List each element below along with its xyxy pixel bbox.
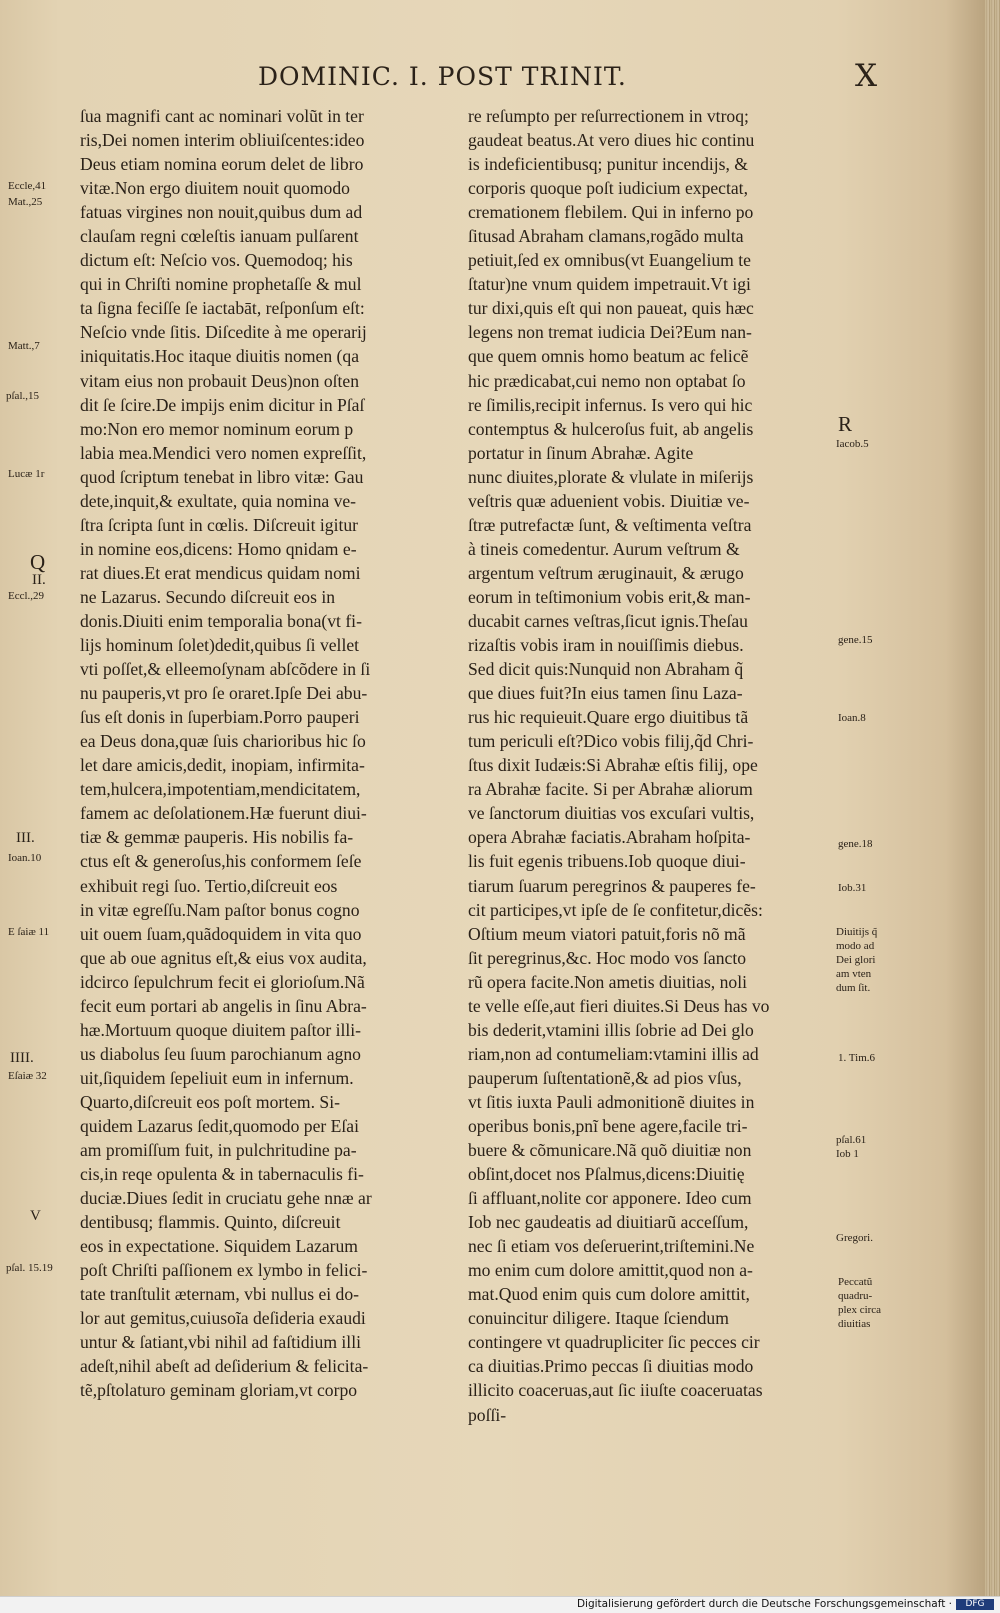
text-line: clauſam regni cœleſtis ianuam pulſarent — [80, 226, 359, 247]
text-line: cit participes,vt ipſe de ſe confitetur,dicẽs: — [468, 899, 763, 920]
text-line: mo enim cum dolore amittit,quod non a- — [468, 1260, 753, 1281]
text-line: eos in expectatione. Siquidem Lazarum — [80, 1236, 358, 1257]
text-line: mat.Quod enim quis cum dolore amittit, — [468, 1284, 750, 1305]
text-line: fecit eum portari ab angelis in ſinu Abra- — [80, 995, 367, 1016]
text-line: qui in Chriſti nomine prophetaſſe & mul — [80, 274, 362, 295]
text-line: Iob nec gaudeatis ad diuitiarũ acceſſum, — [468, 1212, 749, 1233]
margin-note: Diuitijs q̃ — [836, 926, 878, 938]
margin-note: Eſaiæ 32 — [8, 1070, 47, 1082]
footer-credit: Digitalisierung gefördert durch die Deutsche Forschungsgemeinschaft · — [576, 1598, 952, 1610]
text-line: quidem Lazarus ſedit,quomodo per Eſai — [80, 1115, 359, 1136]
margin-note: Ioan.8 — [838, 712, 866, 724]
text-line: uit,ſiquidem ſepeliuit eum in infernum. — [80, 1067, 354, 1088]
text-line: nu pauperis,vt pro ſe oraret.Ipſe Dei abu- — [80, 683, 368, 704]
text-line: petiuit,ſed ex omnibus(vt Euangelium te — [468, 250, 751, 271]
text-line: ſi affluant,nolite cor apponere. Ideo cum — [468, 1188, 752, 1209]
text-line: cremationem flebilem. Qui in inferno po — [468, 202, 754, 223]
text-line: vt ſitis iuxta Pauli admonitionẽ diuites in — [468, 1091, 755, 1112]
text-line: iniquitatis.Hoc itaque diuitis nomen (qa — [80, 346, 360, 367]
text-line: dictum eſt: Neſcio vos. Quemodoq; his — [80, 250, 353, 271]
margin-note: Dei glori — [836, 954, 876, 966]
text-line: idcirco ſepulchrum fecit ei glorioſum.Nã — [80, 971, 365, 992]
margin-note: gene.18 — [838, 838, 873, 850]
text-line: re ſimilis,recipit infernus. Is vero qui hic — [468, 394, 753, 415]
text-line: lijs hominum ſolet)dedit,quibus ſi vellet — [80, 635, 360, 656]
text-line: ſitusad Abraham clamans,rogãdo multa — [468, 226, 744, 247]
margin-note: 1. Tim.6 — [838, 1052, 875, 1064]
folio-number: X — [855, 58, 878, 94]
text-line: vitam eius non probauit Deus)non oſten — [80, 370, 360, 391]
text-line: legens non tremat iudicia Dei?Eum nan- — [468, 322, 752, 343]
text-line: am promiſſum fuit, in pulchritudine pa- — [80, 1140, 357, 1161]
text-line: ctus eſt & generoſus,his conformem ſeſe — [80, 851, 362, 872]
text-line: tiæ & gemmæ pauperis. His nobilis fa- — [80, 827, 354, 848]
text-line: ne Lazarus. Secundo diſcreuit eos in — [80, 586, 336, 607]
margin-note: dum ſit. — [836, 982, 871, 994]
text-line: que ab oue agnitus eſt,& eius vox audita, — [80, 947, 367, 968]
margin-note: Peccatũ — [838, 1276, 873, 1288]
text-line: Neſcio vnde ſitis. Diſcedite à me operarij — [80, 322, 367, 343]
text-line: pauperum ſuſtentationẽ,& ad pios vſus, — [468, 1067, 742, 1088]
text-line: contingere vt quadrupliciter ſic pecces cir — [468, 1332, 760, 1353]
right-text-column — [468, 104, 833, 1427]
page-edge — [985, 0, 1000, 1612]
text-line: exhibuit regi ſuo. Tertio,diſcreuit eos — [80, 875, 338, 896]
left-text-column — [80, 104, 445, 1403]
text-line: ta ſigna feciſſe ſe iactabāt, reſponſum eſt: — [80, 298, 365, 319]
text-line: ſus eſt donis in ſuperbiam.Porro pauperi — [80, 707, 360, 728]
text-line: que quem omnis homo beatum ac felicẽ — [468, 346, 749, 367]
text-line: conuincitur diligere. Itaque ſciendum — [468, 1308, 729, 1329]
margin-note: Iob.31 — [838, 882, 867, 894]
text-line: dete,inquit,& exultate, quia nomina ve- — [80, 490, 357, 511]
text-line: corporis quoque poſt iudicium expectat, — [468, 178, 748, 199]
text-line: vitæ.Non ergo diuitem nouit quomodo — [80, 178, 350, 199]
margin-note: pſal. 15.19 — [6, 1262, 53, 1274]
text-line: labia mea.Mendici vero nomen expreſſit, — [80, 442, 367, 463]
margin-note: IIII. — [10, 1050, 34, 1066]
text-line: poſſi- — [468, 1404, 507, 1425]
text-line: illicito coaceruas,aut ſic iiuſte coaceruatas — [468, 1380, 763, 1401]
margin-note: Gregori. — [836, 1232, 873, 1244]
margin-note: Matt.,7 — [8, 340, 40, 352]
text-line: famem ac deſolationem.Hæ fuerunt diui- — [80, 803, 367, 824]
text-line: tẽ,pſtolaturo geminam gloriam,vt corpo — [80, 1380, 358, 1401]
text-line: veſtris quæ aduenient vobis. Diuitiæ ve- — [468, 490, 750, 511]
text-line: us diabolus ſeu ſuum parochianum agno — [80, 1043, 361, 1064]
text-line: untur & ſatiant,vbi nihil ad faſtidium illi — [80, 1332, 361, 1353]
text-line: lor aut gemitus,cuiusoĩa deſideria exaudi — [80, 1308, 366, 1329]
text-line: te velle eſſe,aut fieri diuites.Si Deus has vo — [468, 995, 770, 1016]
margin-note: quadru- — [838, 1290, 873, 1302]
margin-note: V — [30, 1208, 41, 1224]
text-line: in vitæ egreſſu.Nam paſtor bonus cogno — [80, 899, 360, 920]
margin-note: Eccl.,29 — [8, 590, 45, 602]
margin-note: modo ad — [836, 940, 875, 952]
text-line: ſua magnifi cant ac nominari volũt in ter — [80, 106, 364, 126]
text-line: Deus etiam nomina eorum delet de libro — [80, 154, 364, 175]
text-line: ducabit carnes veſtras,ſicut ignis.Theſau — [468, 610, 748, 631]
text-line: uit ouem ſuam,quãdoquidem in vita quo — [80, 923, 362, 944]
text-line: let dare amicis,dedit, inopiam, infirmita- — [80, 755, 365, 776]
text-line: buere & cõmunicare.Nã quõ diuitiæ non — [468, 1140, 752, 1161]
text-line: à tineis comedentur. Aurum veſtrum & — [468, 538, 740, 559]
text-line: opera Abrahæ faciatis.Abraham hoſpita- — [468, 827, 751, 848]
text-line: tate tranſtulit æternam, vbi nullus ei do- — [80, 1284, 360, 1305]
text-line: tur dixi,quis eſt qui non paueat, quis hæc — [468, 298, 754, 319]
text-line: ſtræ putrefactæ ſunt, & veſtimenta veſtra — [468, 514, 752, 535]
margin-note: pſal.61 — [836, 1134, 867, 1146]
text-line: dit ſe ſcire.De impijs enim dicitur in Pſaſ — [80, 394, 365, 415]
text-line: ris,Dei nomen interim obliuiſcentes:ideo — [80, 130, 365, 151]
text-line: poſt Chriſti paſſionem ex lymbo in felici- — [80, 1260, 368, 1281]
running-head: DOMINIC. I. POST TRINIT. — [258, 62, 627, 91]
text-line: ca diuitias.Primo peccas ſi diuitias modo — [468, 1356, 754, 1377]
margin-note: III. — [16, 830, 35, 846]
text-line: tem,hulcera,impotentiam,mendicitatem, — [80, 779, 361, 800]
text-line: cis,in reqe opulenta & in tabernaculis fi- — [80, 1164, 364, 1185]
text-line: re reſumpto per reſurrectionem in vtroq; — [468, 106, 749, 126]
margin-note: Iob 1 — [836, 1148, 859, 1160]
text-line: rizaſtis vobis iram in nouiſſimis diebus. — [468, 635, 744, 656]
text-line: mo:Non ero memor nominum eorum p — [80, 418, 354, 439]
text-line: ea Deus dona,quæ ſuis charioribus hic ſo — [80, 731, 366, 752]
margin-note: Iacob.5 — [836, 438, 869, 450]
text-line: adeſt,nihil abeſt ad deſiderium & felicita- — [80, 1356, 369, 1377]
text-line: tum periculi eſt?Dico vobis filij,q̃d Chri- — [468, 731, 754, 752]
text-line: lis fuit egenis tribuens.Iob quoque diui- — [468, 851, 746, 872]
margin-note: pſal.,15 — [6, 390, 39, 402]
text-line: contemptus & hulceroſus fuit, ab angelis — [468, 418, 754, 439]
text-line: in nomine eos,dicens: Homo qnidam e- — [80, 538, 357, 559]
text-line: rũ opera facite.Non ametis diuitias, noli — [468, 971, 747, 992]
text-line: quod ſcriptum tenebat in libro vitæ: Gau — [80, 466, 364, 487]
text-line: dentibusq; flammis. Quinto, diſcreuit — [80, 1212, 341, 1233]
text-line: Quarto,diſcreuit eos poſt mortem. Si- — [80, 1091, 340, 1112]
dfg-logo: DFG — [956, 1599, 994, 1610]
text-line: ſtatur)ne vnum quidem impetrauit.Vt igi — [468, 274, 751, 295]
text-line: eorum in teſtimonium vobis erit,& man- — [468, 586, 751, 607]
text-line: ſtra ſcripta ſunt in cœlis. Diſcreuit igitur — [80, 514, 359, 535]
text-line: rus hic requieuit.Quare ergo diuitibus tã — [468, 707, 749, 728]
text-line: hæ.Mortuum quoque diuitem paſtor illi- — [80, 1019, 361, 1040]
text-line: ſit peregrinus,&c. Hoc modo vos ſancto — [468, 947, 747, 968]
margin-note: Eccle,41 — [8, 180, 47, 192]
text-line: hic prædicabat,cui nemo non optabat ſo — [468, 370, 746, 391]
text-line: nec ſi etiam vos deſeruerint,triſtemini.Ne — [468, 1236, 755, 1257]
margin-note: am vten — [836, 968, 872, 980]
text-line: rat diues.Et erat mendicus quidam nomi — [80, 562, 361, 583]
text-line: ra Abrahæ facite. Si per Abrahæ aliorum — [468, 779, 753, 800]
text-line: duciæ.Diues ſedit in cruciatu gehe nnæ ar — [80, 1188, 372, 1209]
text-line: vti poſſet,& elleemoſynam abſcõdere in ſi — [80, 659, 371, 680]
text-line: que diues fuit?In eius tamen ſinu Laza- — [468, 683, 743, 704]
text-line: operibus bonis,pnĩ bene agere,facile tri- — [468, 1115, 748, 1136]
margin-note: Mat.,25 — [8, 196, 43, 208]
text-line: riam,non ad contumeliam:vtamini illis ad — [468, 1043, 759, 1064]
margin-note: E ſaiæ 11 — [8, 926, 50, 938]
margin-note: diuitias — [838, 1318, 871, 1330]
margin-note: Q — [30, 550, 46, 574]
text-line: Oſtium meum viatori patuit,foris nõ mã — [468, 923, 746, 944]
footer-bar — [0, 1596, 1000, 1613]
text-line: argentum veſtrum æruginauit, & ærugo — [468, 562, 744, 583]
text-line: ſtus dixit Iudæis:Si Abrahæ eſtis filij, ope — [468, 755, 758, 776]
text-line: fatuas virgines non nouit,quibus dum ad — [80, 202, 363, 223]
text-line: tiarum ſuarum peregrinos & pauperes fe- — [468, 875, 756, 896]
text-line: nunc diuites,plorate & vlulate in miſerijs — [468, 466, 754, 487]
margin-note: R — [838, 412, 853, 436]
margin-note: II. — [32, 572, 46, 588]
text-line: obſint,docet nos Pſalmus,dicens:Diuitię — [468, 1164, 745, 1185]
text-line: donis.Diuiti enim temporalia bona(vt fi- — [80, 610, 362, 631]
margin-note: Lucæ 1r — [8, 468, 45, 480]
text-line: portatur in ſinum Abrahæ. Agite — [468, 442, 694, 463]
text-line: gaudeat beatus.At vero diues hic continu — [468, 130, 755, 151]
text-line: is indeficientibusq; punitur incendijs, & — [468, 154, 748, 175]
text-line: Sed dicit quis:Nunquid non Abraham q̃ — [468, 659, 744, 680]
margin-note: plex circa — [838, 1304, 882, 1316]
margin-note: Ioan.10 — [8, 852, 42, 864]
margin-note: gene.15 — [838, 634, 873, 646]
text-line: ve ſanctorum diuitias vos excuſari vultis, — [468, 803, 755, 824]
text-line: bis dederit,vtamini illis ſobrie ad Dei glo — [468, 1019, 754, 1040]
